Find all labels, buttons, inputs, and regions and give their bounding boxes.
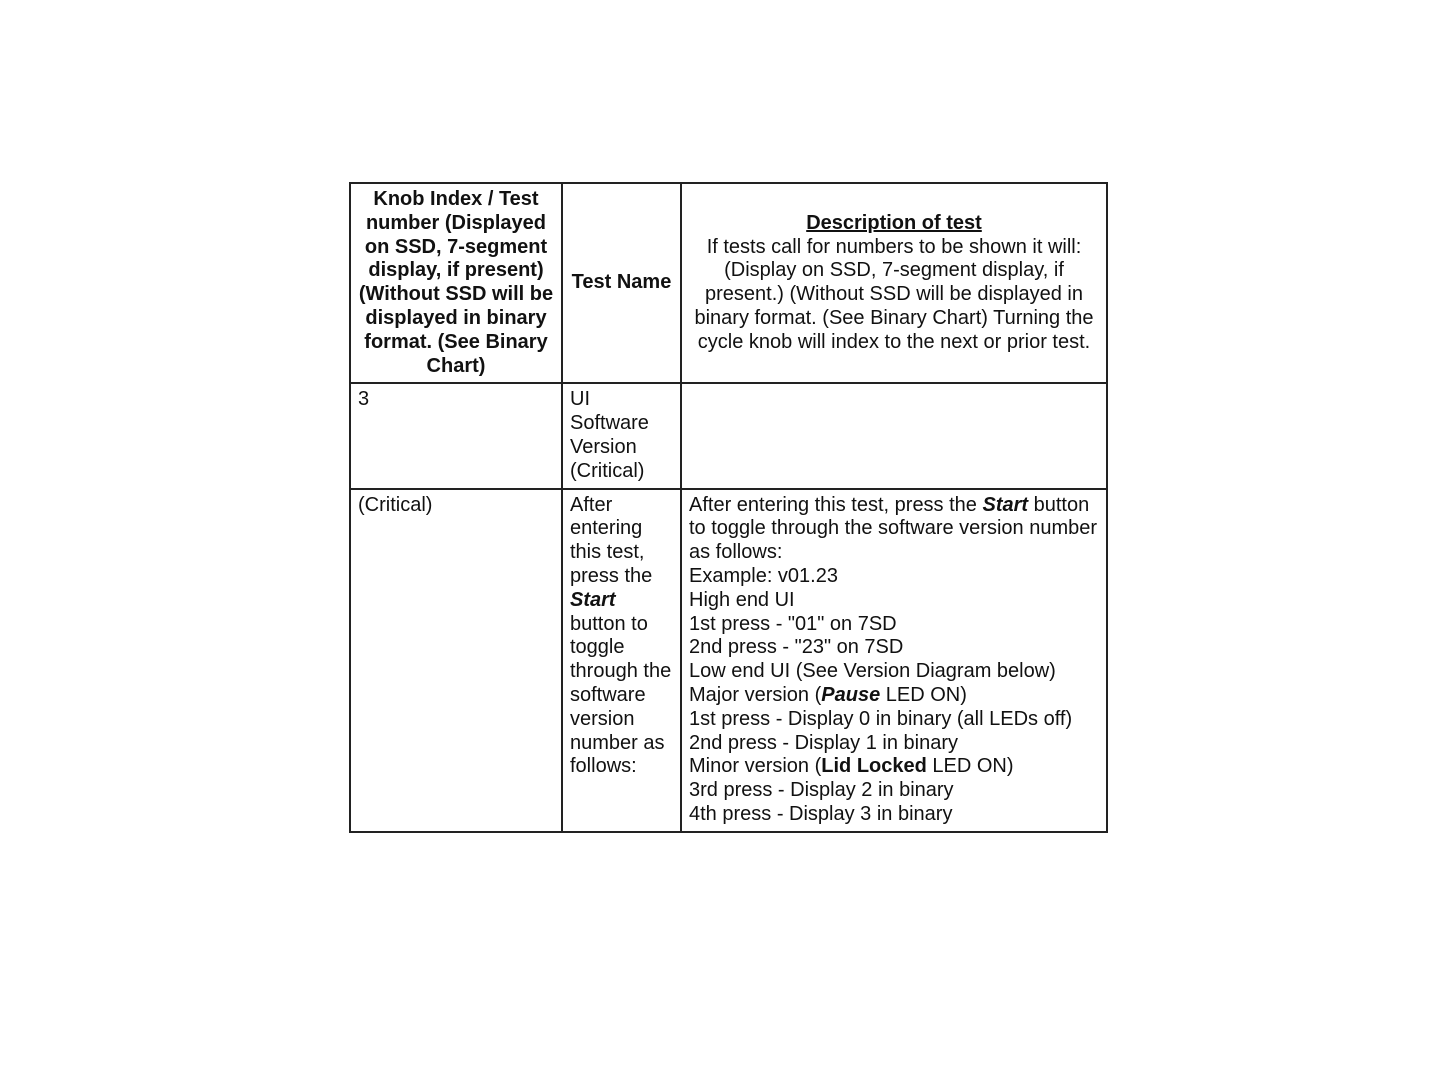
desc-intro-pre: After entering this test, press the — [689, 493, 977, 516]
desc-minor-press-4: 4th press - Display 3 in binary — [689, 802, 953, 825]
desc-major-pre: Major version ( — [689, 683, 822, 706]
row2-name-pre: After entering this test, press the — [570, 493, 653, 587]
header-description-body: If tests call for numbers to be shown it will: (Display on SSD, 7-segment display, if present.) (Without SSD will be displayed in binary format. (See Binary Chart) Turning the cycle knob will index to the next or prior test. — [694, 235, 1094, 353]
row1-index: 3 — [350, 383, 562, 488]
desc-intro-post: button to toggle through the software version number as follows: — [689, 493, 1098, 564]
desc-major-press-2: 2nd press - Display 1 in binary — [689, 731, 959, 754]
desc-major — [689, 684, 1100, 708]
desc-high-end: High end UI — [689, 588, 795, 611]
desc-minor-post: LED ON) — [926, 755, 1014, 778]
row2-description — [681, 489, 1107, 832]
test-table-container — [349, 182, 1106, 833]
row2-name-post: button to toggle through the software version number as follows: — [570, 612, 672, 778]
desc-minor-press-3: 3rd press - Display 2 in binary — [689, 779, 954, 802]
header-test-name: Test Name — [562, 183, 681, 383]
table-header-row — [350, 183, 1107, 383]
header-description — [681, 183, 1107, 383]
desc-low-end: Low end UI (See Version Diagram below) — [689, 660, 1056, 683]
desc-example: Example: v01.23 — [689, 564, 838, 587]
desc-minor-pre: Minor version ( — [689, 755, 822, 778]
row1-test-name: UI Software Version (Critical) — [562, 383, 681, 488]
row2-index: (Critical) — [350, 489, 562, 832]
header-knob-index: Knob Index / Test number (Displayed on SSD, 7-segment display, if present) (Without SSD will be displayed in binary format. (See Binary Chart) — [350, 183, 562, 383]
row2-name-start: Start — [570, 588, 616, 611]
test-table — [349, 182, 1108, 833]
desc-minor — [689, 755, 1100, 779]
desc-intro — [689, 494, 1100, 565]
desc-minor-lid-locked: Lid Locked — [821, 755, 927, 778]
desc-major-press-1: 1st press - Display 0 in binary (all LEDs off) — [689, 707, 1073, 730]
desc-high-press-1: 1st press - "01" on 7SD — [689, 612, 897, 635]
desc-high-press-2: 2nd press - "23" on 7SD — [689, 636, 904, 659]
desc-major-pause: Pause — [821, 683, 881, 706]
table-row — [350, 489, 1107, 832]
table-row — [350, 383, 1107, 488]
desc-major-post: LED ON) — [880, 683, 967, 706]
row1-description — [681, 383, 1107, 488]
row2-test-name — [562, 489, 681, 832]
desc-intro-start: Start — [982, 493, 1029, 516]
header-description-title: Description of test — [806, 211, 982, 234]
